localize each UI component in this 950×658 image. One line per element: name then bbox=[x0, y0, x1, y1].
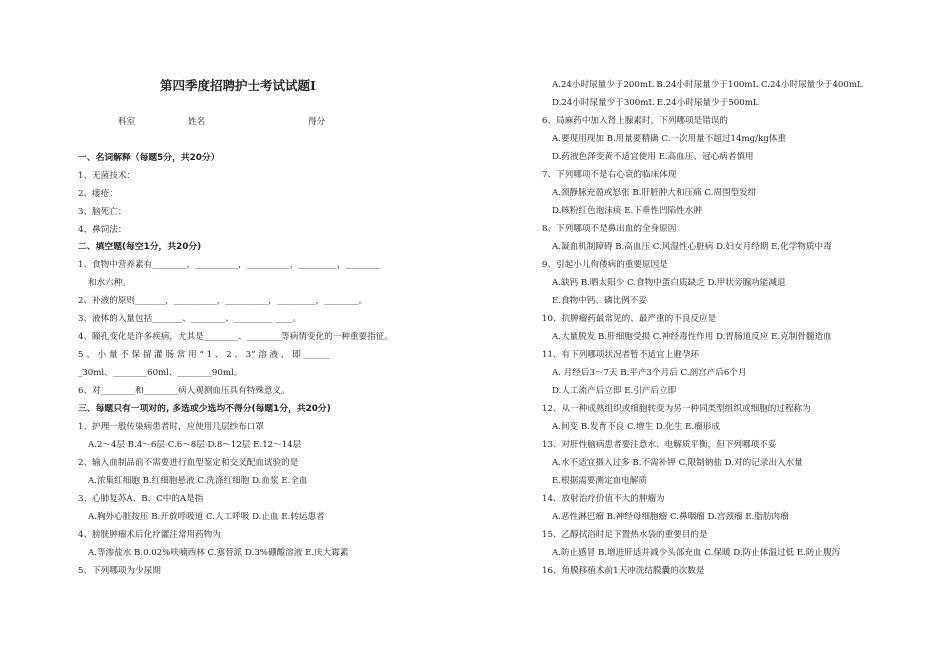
question-line: 2、补液的原则_______，__________，__________，_________，________。 bbox=[78, 296, 368, 306]
answer-options: D.药液色泽变黄不适宜使用 E.高血压、冠心病者慎用 bbox=[552, 152, 754, 162]
score-label: 得分 bbox=[308, 117, 326, 127]
answer-options: A.2～4层 B.4～6层 C.6～8层 D.8～12层 E.12～14层 bbox=[88, 440, 302, 450]
question-line: 4、膀胱肿瘤术后化疗灌注常用药物为 bbox=[78, 530, 221, 540]
answer-options: D.人工流产后立即 E.引产后立即 bbox=[552, 386, 677, 396]
answer-options: A.防止感冒 B.增进肝适并减少头部充血 C.保暖 D.防止体温过低 E.防止腹泻 bbox=[552, 548, 841, 558]
answer-options: A.缺钙 B.晒太阳少 C.食物中蛋白质缺乏 D.甲状旁腺功能减退 bbox=[552, 278, 786, 288]
question-line: 3、液体的入量包括_______、________、_________ ____。 bbox=[78, 314, 302, 324]
dept-label: 科室 bbox=[118, 117, 136, 127]
question-line: 2、输入血制品前不需要进行血型鉴定和交叉配血试验的是 bbox=[78, 458, 299, 468]
answer-options: A.要现用现加 B.用量要精确 C.一次用量不超过14mg/kg体重 bbox=[552, 134, 786, 144]
question-line: 13、对肝性脑病患者要注意水、电解质平衡，但下列哪项不妥 bbox=[542, 440, 777, 450]
answer-options: D.咳粉红色泡沫痰 E.下垂性凹陷性水肿 bbox=[552, 206, 702, 216]
question-line: 4、鼻饲法： bbox=[78, 225, 127, 235]
answer-options: A.间变 B.发育不良 C.增生 D.化生 E.瘤形成 bbox=[552, 422, 720, 432]
answer-options: A.等渗盐水 B.0.02%呋喃西林 C.塞替派 D.3%硼酸溶液 E.庆大霉素 bbox=[88, 548, 349, 558]
answer-options: A.浓集红细胞 B.红细胞悬液 C.洗涤红细胞 D.血浆 E.全血 bbox=[88, 476, 308, 486]
question-line: 10、抗肿瘤药最常见的、最严重的不良反应是 bbox=[542, 314, 717, 324]
answer-options: D.24小时尿量少于300mL E.24小时尿量少于500mL bbox=[552, 98, 759, 108]
answer-options: A.颈静脉充盈或怒张 B.肝脏肿大和压痛 C.周围型发绀 bbox=[552, 188, 757, 198]
question-line: 9、引起小儿佝偻病的重要原因是 bbox=[542, 260, 668, 270]
answer-options: 和水六种。 bbox=[88, 278, 131, 288]
question-line: 5、下列哪项为少尿期 bbox=[78, 566, 161, 576]
section-heading: 一、名词解释（每题5分，共20分） bbox=[78, 153, 220, 163]
question-line: 6、对________和________病人观测血压具有特殊意义。 bbox=[78, 386, 290, 396]
page-title: 第四季度招聘护士考试试题Ⅰ bbox=[160, 78, 316, 93]
answer-options: A.凝血机制障碍 B.高血压 C.风湿性心脏病 D.妇女月经期 E.化学物质中毒 bbox=[552, 242, 832, 252]
section-heading: 二、填空题(每空1分，共20分) bbox=[78, 242, 202, 252]
question-line: 2、瘘疮： bbox=[78, 189, 118, 199]
answer-options: A.24小时尿量少于200mL B.24小时尿量少于100mL C.24小时尿量少于400mL bbox=[552, 80, 863, 90]
answer-options: E.根据需要测定血电解质 bbox=[552, 476, 647, 486]
question-line: 3、脑死亡： bbox=[78, 207, 127, 217]
question-line: 1、护理一般传染病患者时，应使用几层纱布口罩 bbox=[78, 422, 264, 432]
question-line: 5 、 小 量 不 保 留 灌 肠 常 用 “ 1 、 2 、 3” 溶 液 ， 即 ______ bbox=[78, 350, 330, 360]
question-line: 16、角膜移植术前1天冲洗结膜囊的次数是 bbox=[542, 566, 705, 576]
answer-options: A.恶性淋巴瘤 B.神经母细胞瘤 C.鼻咽瘤 D.宫颈瘤 E.脂肪肉瘤 bbox=[552, 512, 789, 522]
question-line: 3、心肺复苏A、B、C中的A是指 bbox=[78, 494, 204, 504]
question-line: 4、瞳孔变化是许多疾病，尤其是________、________等病情变化的一种重要指征。 bbox=[78, 332, 393, 342]
question-line: 14、放射治疗价值不大的肿瘤为 bbox=[542, 494, 665, 504]
question-line: 12、从一种成熟组织或细胞转变为另一种同类型组织或细胞的过程称为 bbox=[542, 404, 811, 414]
question-line: 1、无菌技术： bbox=[78, 171, 136, 181]
question-line: _30ml、________60ml、________90ml。 bbox=[78, 368, 243, 378]
answer-options: A.大量脱发 B.肝细胞受损 C.神经毒性作用 D.胃肠道反应 E.克制骨髓造血 bbox=[552, 332, 832, 342]
question-line: 1、食物中营养素有________，__________，__________，_________，________ bbox=[78, 260, 380, 270]
answer-options: A.水不适宜摄入过多 B.不需补钾 C.限制钠盐 D.对的记录出入水量 bbox=[552, 458, 803, 468]
name-label: 姓名 bbox=[188, 117, 206, 127]
answer-options: E.食物中钙、磷比例不妥 bbox=[552, 296, 647, 306]
question-line: 7、下列哪项不是右心衰的临床体现 bbox=[542, 170, 677, 180]
answer-options: A. 月经后3～7天 B.平产3个月后 C.剖宫产后6个月 bbox=[552, 368, 747, 378]
question-line: 15、乙醇拭浴时足下置热水袋的重要目的是 bbox=[542, 530, 708, 540]
question-line: 8、下列哪项不是鼻出血的全身原因 bbox=[542, 224, 677, 234]
section-heading: 三、每题只有一项对的, 多选或少选均不得分(每题1分，共20分) bbox=[78, 404, 331, 414]
question-line: 6、局麻药中加入肾上腺素时，下列哪项是错误的 bbox=[542, 116, 728, 126]
question-line: 11、有下列哪项状况者暂不适宜上避孕环 bbox=[542, 350, 700, 360]
answer-options: A.胸外心脏按压 B.开放呼吸道 C.人工呼吸 D.止血 E.转运患者 bbox=[88, 512, 325, 522]
